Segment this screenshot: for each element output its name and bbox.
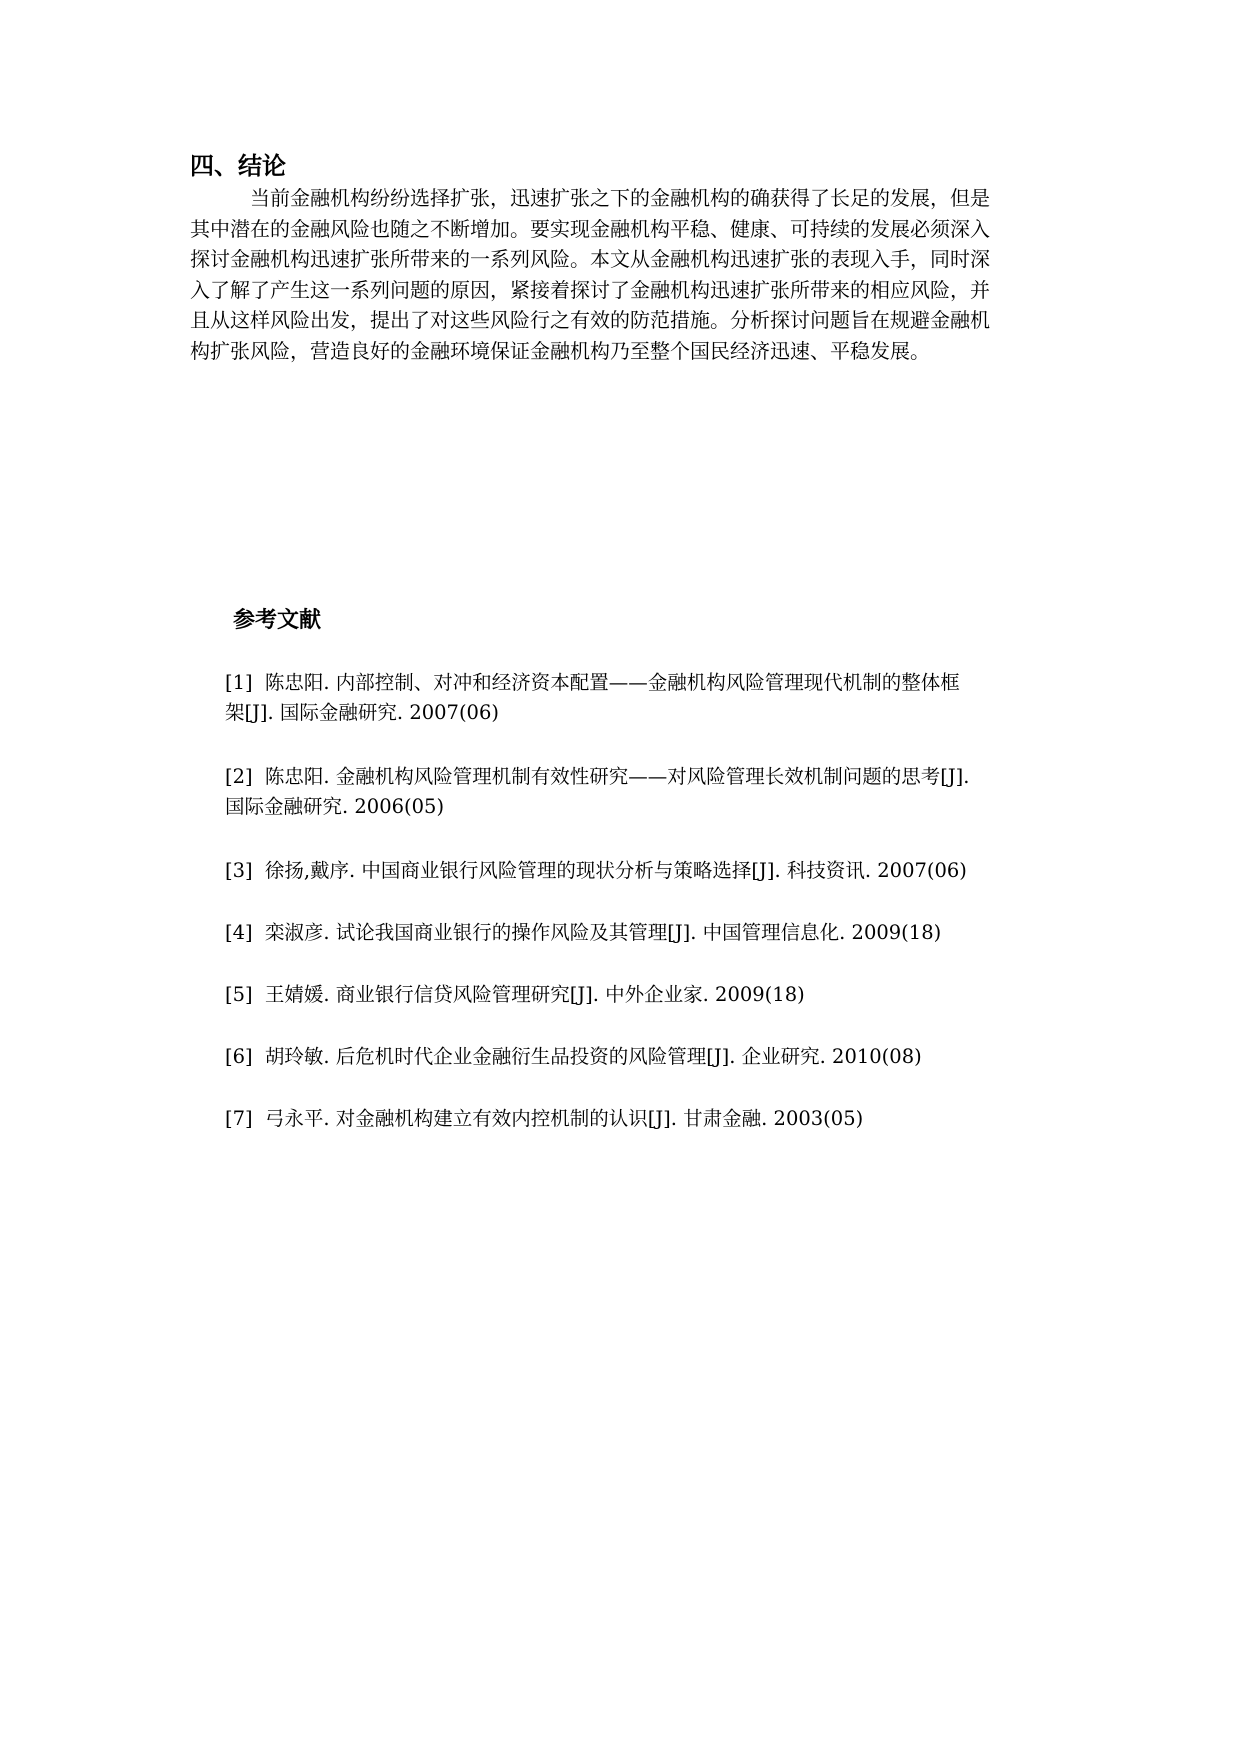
reference-number: [2] <box>225 765 253 788</box>
reference-number: [1] <box>225 671 253 694</box>
reference-line: 国际金融研究. 2006(05) <box>225 795 445 818</box>
reference-number: [4] <box>225 921 253 944</box>
conclusion-paragraph <box>190 183 1065 366</box>
reference-text: 王婧媛. 商业银行信贷风险管理研究[J]. 中外企业家. 2009(18) <box>264 983 805 1006</box>
reference-line <box>225 1042 1065 1072</box>
paragraph-line: 入了解了产生这一系列问题的原因，紧接着探讨了金融机构迅速扩张所带来的相应风险，并 <box>190 277 990 302</box>
reference-number: [5] <box>225 983 253 1006</box>
reference-line <box>225 856 1065 886</box>
reference-item-5 <box>225 980 1065 1010</box>
reference-text: 陈忠阳. 金融机构风险管理机制有效性研究——对风险管理长效机制问题的思考[J]. <box>264 765 970 788</box>
reference-text: 弓永平. 对金融机构建立有效内控机制的认识[J]. 甘肃金融. 2003(05) <box>264 1107 864 1130</box>
paragraph-line: 探讨金融机构迅速扩张所带来的一系列风险。本文从金融机构迅速扩张的表现入手，同时深 <box>190 247 990 271</box>
reference-line: 架[J]. 国际金融研究. 2007(06) <box>225 701 499 724</box>
reference-item-4 <box>225 918 1065 948</box>
reference-number: [6] <box>225 1045 253 1068</box>
conclusion-heading: 四、结论 <box>190 152 286 180</box>
reference-item-1 <box>225 668 1065 728</box>
reference-item-7 <box>225 1104 1065 1134</box>
reference-item-6 <box>225 1042 1065 1072</box>
reference-text: 栾淑彦. 试论我国商业银行的操作风险及其管理[J]. 中国管理信息化. 2009(18) <box>264 921 942 944</box>
reference-number: [7] <box>225 1107 253 1130</box>
reference-number: [3] <box>225 859 253 882</box>
reference-text: 徐扬,戴序. 中国商业银行风险管理的现状分析与策略选择[J]. 科技资讯. 2007(06) <box>264 859 967 882</box>
paragraph-line: 当前金融机构纷纷选择扩张，迅速扩张之下的金融机构的确获得了长足的发展，但是 <box>250 186 990 210</box>
reference-line <box>225 1104 1065 1134</box>
references-heading: 参考文献 <box>233 608 322 633</box>
reference-item-3 <box>225 856 1065 886</box>
reference-line <box>225 980 1065 1010</box>
reference-text: 胡玲敏. 后危机时代企业金融衍生品投资的风险管理[J]. 企业研究. 2010(08) <box>264 1045 922 1068</box>
reference-item-2 <box>225 762 1065 822</box>
reference-text: 陈忠阳. 内部控制、对冲和经济资本配置——金融机构风险管理现代机制的整体框 <box>264 671 960 694</box>
reference-line <box>225 918 1065 948</box>
paragraph-line: 构扩张风险，营造良好的金融环境保证金融机构乃至整个国民经济迅速、平稳发展。 <box>190 338 930 363</box>
reference-line <box>225 762 1065 792</box>
paragraph-line: 且从这样风险出发，提出了对这些风险行之有效的防范措施。分析探讨问题旨在规避金融机 <box>190 308 990 332</box>
paragraph-line: 其中潜在的金融风险也随之不断增加。要实现金融机构平稳、健康、可持续的发展必须深入 <box>190 216 990 241</box>
reference-line <box>225 668 1065 698</box>
